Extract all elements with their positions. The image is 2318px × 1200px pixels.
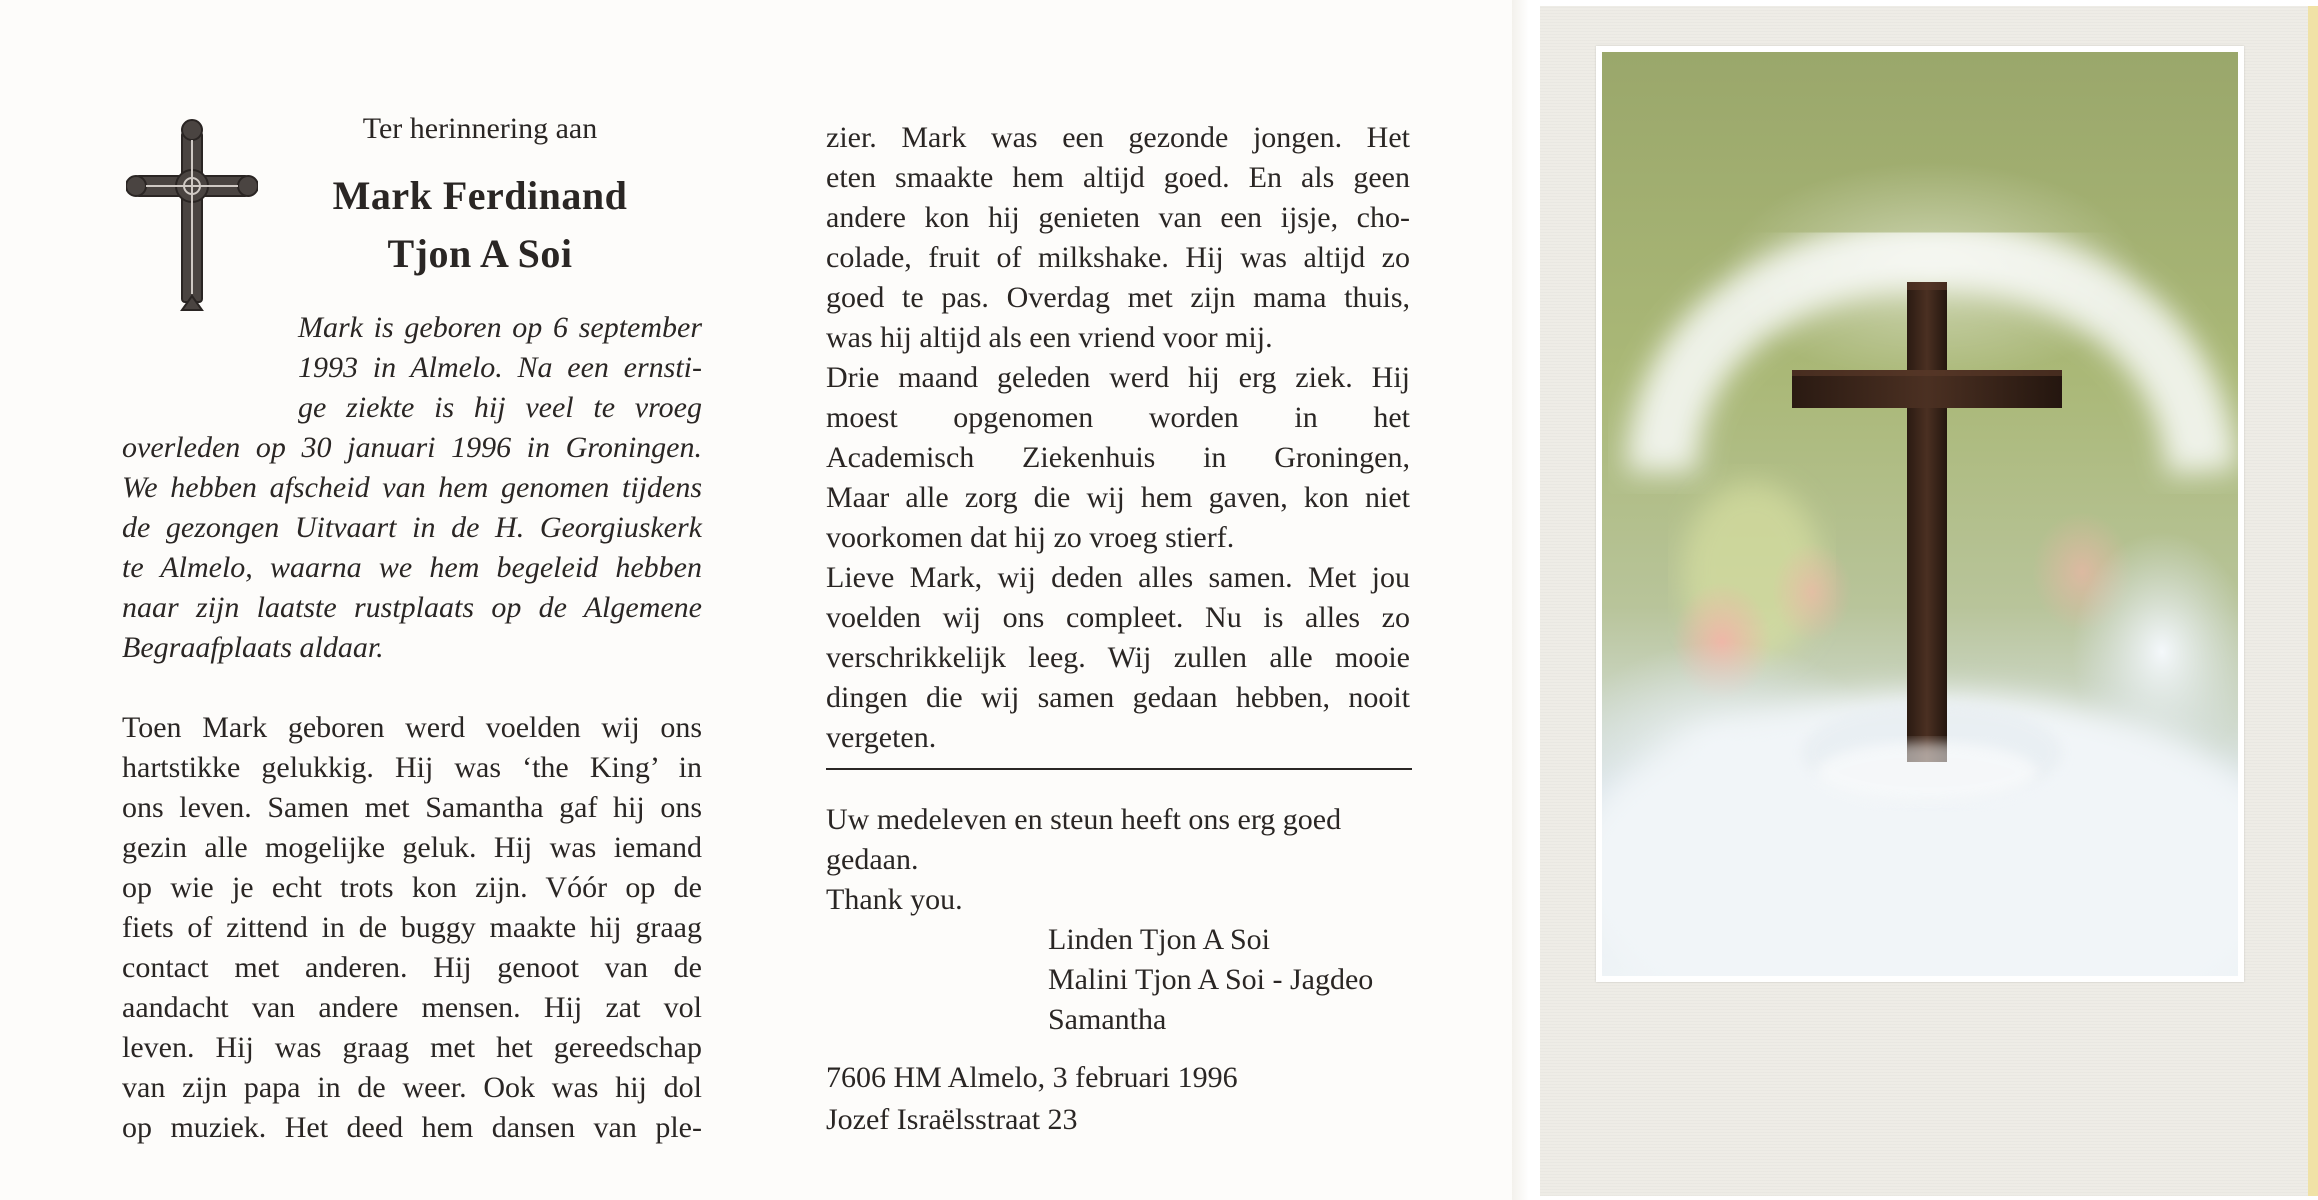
ornate-cross-icon — [126, 118, 258, 316]
wooden-cross-photo — [1602, 52, 2238, 976]
photo-frame — [1596, 46, 2244, 982]
italic-line: Begraafplaats aldaar. — [122, 631, 384, 664]
body-line: voorkomen dat hij zo vroeg stierf. — [826, 521, 1235, 554]
intro-line: Ter herinnering aan — [362, 112, 598, 145]
body-line: aandacht van andere mensen. Hij zat vol — [122, 991, 702, 1024]
card-fold-shadow — [1512, 0, 1540, 1200]
body-line: Academisch Ziekenhuis in Groningen, — [826, 441, 1410, 474]
body-line: voelden wij ons compleet. Nu is alles zo — [826, 601, 1410, 634]
italic-line: de gezongen Uitvaart in de H. Georgiuskerk — [122, 511, 702, 544]
body-line: op muziek. Het deed hem dansen van ple- — [122, 1111, 702, 1144]
body-line: zier. Mark was een gezonde jongen. Het — [826, 121, 1410, 154]
body-line: van zijn papa in de weer. Ook was hij dol — [122, 1071, 702, 1104]
body-line: eten smaakte hem altijd goed. En als geen — [826, 161, 1410, 194]
italic-line: naar zijn laatste rustplaats op de Algemene — [122, 591, 702, 624]
body-line: op wie je echt trots kon zijn. Vóór op de — [122, 871, 702, 904]
body-line: Drie maand geleden werd hij erg ziek. Hij — [826, 361, 1410, 394]
body-line: verschrikkelijk leeg. Wij zullen alle mooie — [826, 641, 1410, 674]
body-line: hartstikke gelukkig. Hij was ‘the King’ in — [122, 751, 702, 784]
address-line: Jozef Israëlsstraat 23 — [826, 1103, 1078, 1136]
deceased-name-line2: Tjon A Soi — [387, 231, 573, 276]
body-line: andere kon hij genieten van een ijsje, cho- — [826, 201, 1410, 234]
italic-line: te Almelo, waarna we hem begeleid hebben — [122, 551, 702, 584]
body-line: was hij altijd als een vriend voor mij. — [826, 321, 1273, 354]
body-line: colade, fruit of milkshake. Hij was altijd zo — [826, 241, 1410, 274]
body-line: goed te pas. Overdag met zijn mama thuis, — [826, 281, 1410, 314]
thanks-line: Uw medeleven en steun heeft ons erg goed — [826, 803, 1342, 836]
body-line: fiets of zittend in de buggy maakte hij graag — [122, 911, 702, 944]
address-line: 7606 HM Almelo, 3 februari 1996 — [826, 1061, 1238, 1094]
body-line: Toen Mark geboren werd voelden wij ons — [122, 711, 702, 744]
italic-line: 1993 in Almelo. Na een ernsti- — [298, 351, 702, 384]
italic-line: ge ziekte is hij veel te vroeg — [298, 391, 702, 424]
body-line: Maar alle zorg die wij hem gaven, kon niet — [826, 481, 1410, 514]
body-line: ons leven. Samen met Samantha gaf hij ons — [122, 791, 702, 824]
body-line: vergeten. — [826, 721, 937, 754]
thanks-line: gedaan. — [826, 843, 919, 876]
body-line: moest opgenomen worden in het — [826, 401, 1410, 434]
italic-line: overleden op 30 januari 1996 in Groningen. — [122, 431, 702, 464]
body-line: Lieve Mark, wij deden alles samen. Met jou — [826, 561, 1410, 594]
signature-line: Samantha — [1048, 1003, 1167, 1036]
thanks-line: Thank you. — [826, 883, 963, 916]
italic-line: Mark is geboren op 6 september — [298, 311, 702, 344]
body-line: contact met anderen. Hij genoot van de — [122, 951, 702, 984]
divider — [826, 768, 1412, 770]
memorial-card-photo-side — [1540, 6, 2318, 1196]
signature-line: Malini Tjon A Soi - Jagdeo — [1048, 963, 1374, 996]
body-line: gezin alle mogelijke geluk. Hij was iemand — [122, 831, 702, 864]
signature-line: Linden Tjon A Soi — [1048, 923, 1270, 956]
italic-line: We hebben afscheid van hem genomen tijdens — [122, 471, 702, 504]
body-line: leven. Hij was graag met het gereedschap — [122, 1031, 702, 1064]
body-line: dingen die wij samen gedaan hebben, nooit — [826, 681, 1410, 714]
deceased-name-line1: Mark Ferdinand — [332, 173, 628, 218]
